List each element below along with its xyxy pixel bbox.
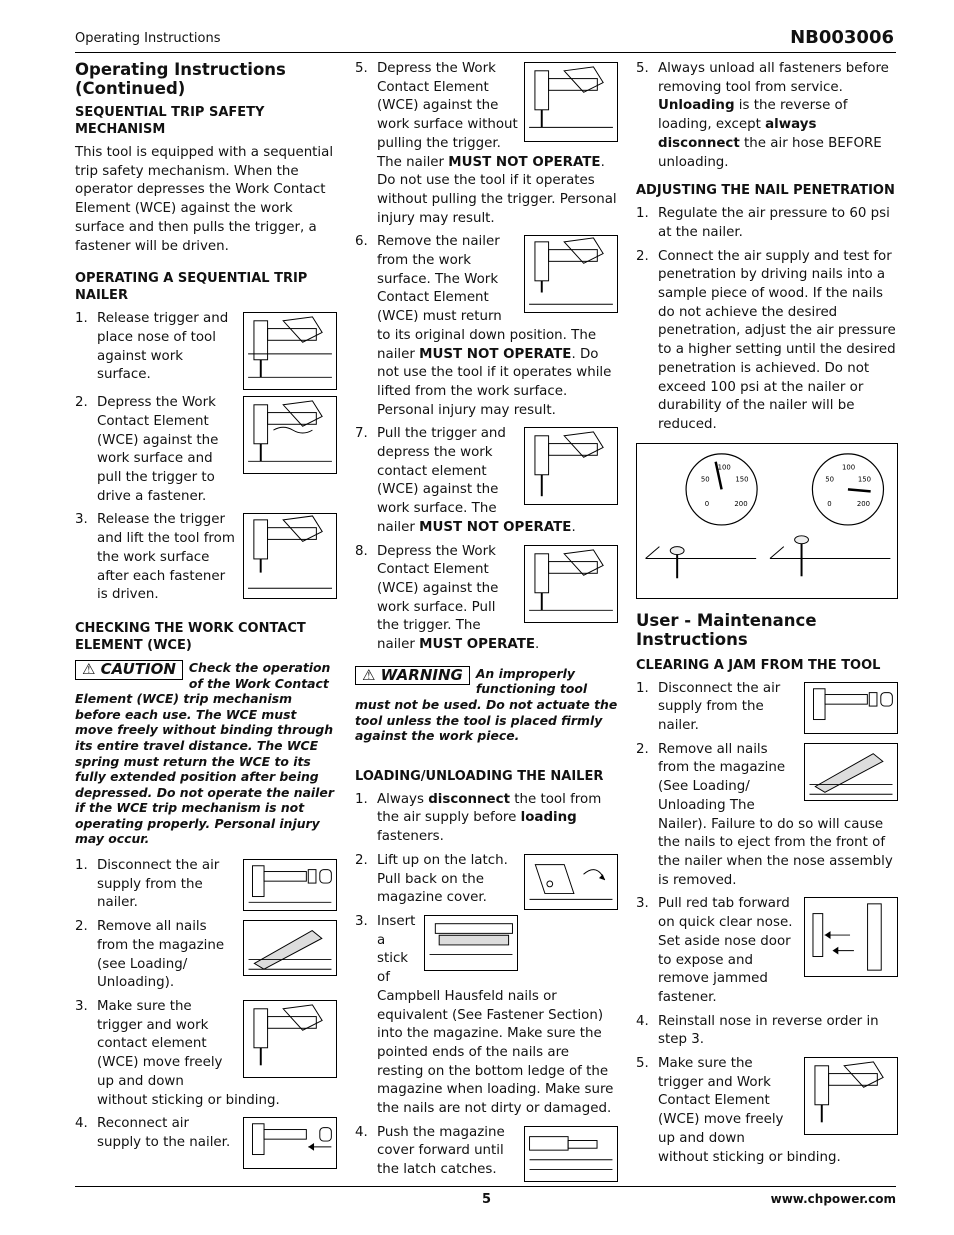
list-item: 2. Lift up on the latch. Pull back on the magazine cover. <box>355 852 618 908</box>
pressure-gauge-figure <box>636 443 898 599</box>
magazine-illustration <box>243 920 337 976</box>
insert-nails-illustration <box>424 915 518 971</box>
list-item: 1. Always disconnect the tool from the air supply before loading fasteners. <box>355 791 602 845</box>
svg-text:200: 200 <box>856 499 871 508</box>
nailer-illustration <box>243 312 337 390</box>
magazine-cover-illustration <box>524 1126 618 1182</box>
list-item: 7. Pull the trigger and depress the work contact element (WCE) against the work surface. The nailer MUST NOT OPERATE. <box>355 425 618 537</box>
air-disconnect-illustration <box>243 859 337 911</box>
list-item: 2. Depress the Work Contact Element (WCE) against the work surface and pull the trigger to drive a fastener. <box>75 394 337 506</box>
list-item: 3. Pull red tab forward on quick clear nose. Set aside nose door to expose and remove jammed fastener. <box>636 895 898 1007</box>
list-item: 4. Reconnect air supply to the nailer. <box>75 1115 337 1152</box>
gauge-right <box>770 454 890 576</box>
svg-text:150: 150 <box>735 475 749 484</box>
caution-badge: ⚠ CAUTION <box>75 660 183 680</box>
air-disconnect-illustration <box>804 682 898 734</box>
warning-badge: ⚠ WARNING <box>355 666 470 686</box>
paragraph: This tool is equipped with a sequential trip safety mechanism. When the operator depresses the Work Contact Element (WCE) against the work surface and then pulls the trigger, a fastener will be driven. <box>75 145 334 254</box>
svg-text:50: 50 <box>825 475 835 484</box>
subsection-title: CHECKING THE WORK CONTACT ELEMENT (WCE) <box>75 620 306 653</box>
latch-illustration <box>524 854 618 910</box>
nailer-illustration <box>243 1000 337 1078</box>
magazine-illustration <box>804 743 898 801</box>
list-item: 5. Make sure the trigger and Work Contact Element (WCE) move freely up and down without sticking or binding. <box>636 1055 898 1167</box>
list-item: 3. Insert a stick of Campbell Hausfeld nails or equivalent (See Fastener Section) into the magazine. Make sure the pointed ends of the nails are resting on the bottom ledge of the magazine when loading. Make sure the nails are not dirty or damaged. <box>355 913 614 1117</box>
svg-text:200: 200 <box>734 499 748 508</box>
model-number: NB003006 <box>790 27 894 48</box>
nailer-illustration <box>804 1057 898 1135</box>
nailer-illustration <box>524 545 618 623</box>
caution-notice: ⚠ CAUTION Check the operation of the Work Contact Element (WCE) trip mechanism before each use. The WCE must move freely without binding through its entire travel distance. The WCE spring must return the WCE to its fully extended position after being depressed. Do not operate the nailer if the WCE trip mechanism is not operating properly. Personal injury may occur. <box>75 659 334 847</box>
nailer-illustration <box>524 427 618 505</box>
list-item: 1. Disconnect the air supply from the nailer. <box>75 857 337 913</box>
svg-text:0: 0 <box>704 499 710 508</box>
nailer-illustration <box>524 62 618 142</box>
list-item: 1. Release trigger and place nose of tool against work surface. <box>75 310 337 385</box>
svg-text:0: 0 <box>827 499 832 508</box>
list-item: 4. Push the magazine cover forward until the latch catches. <box>355 1124 618 1180</box>
page-number: 5 <box>482 1192 492 1207</box>
column-1 <box>75 60 337 1173</box>
air-reconnect-illustration <box>243 1117 337 1169</box>
nailer-illustration <box>243 513 337 599</box>
svg-text:100: 100 <box>717 463 731 472</box>
column-3 <box>636 60 898 1172</box>
website-link[interactable]: www.chpower.com <box>770 1192 896 1206</box>
svg-text:150: 150 <box>857 475 872 484</box>
list-item: 3. Release the trigger and lift the tool from the work surface after each fastener is driven. <box>75 511 337 605</box>
svg-text:100: 100 <box>842 463 856 472</box>
warning-notice: ⚠ WARNING An improperly functioning tool must not be used. Do not actuate the tool unless the tool is placed firmly against the work piece. <box>355 665 618 744</box>
subsection-title: OPERATING A SEQUENTIAL TRIP NAILER <box>75 271 308 304</box>
header-section-label: Operating Instructions <box>75 31 221 46</box>
subsection-title: LOADING/UNLOADING THE NAILER <box>355 768 604 784</box>
list-item: 4. Reinstall nose in reverse order in step 3. <box>636 1013 879 1048</box>
section-title: User - Maintenance Instructions <box>636 610 817 649</box>
list-item: 8. Depress the Work Contact Element (WCE) against the work surface. Pull the trigger. The nailer MUST OPERATE. <box>355 543 618 655</box>
svg-text:50: 50 <box>700 475 710 484</box>
nailer-illustration <box>524 235 618 313</box>
subsection-title: SEQUENTIAL TRIP SAFETY MECHANISM <box>75 105 265 137</box>
list-item: 5. Always unload all fasteners before removing tool from service. Unloading is the reverse of loading, except always disconnect the air hose BEFORE unloading. <box>636 61 889 170</box>
subsection-title: ADJUSTING THE NAIL PENETRATION <box>636 183 895 199</box>
list-item: 1. Disconnect the air supply from the nailer. <box>636 680 898 736</box>
gauge-left <box>646 454 758 578</box>
list-item: 3. Make sure the trigger and work contact element (WCE) move freely up and down without sticking or binding. <box>75 998 337 1110</box>
column-2 <box>355 60 618 1186</box>
list-item: 1. Regulate the air pressure to 60 psi at the nailer. <box>636 206 890 240</box>
subsection-title: CLEARING A JAM FROM THE TOOL <box>636 657 881 673</box>
footer-rule <box>75 1186 896 1187</box>
list-item: 2. Connect the air supply and test for penetration by driving nails into a sample piece of wood. If the nails do not achieve the desired penetration, adjust the air pressure to a higher setting until the desired penetration is achieved. Do not exceed 100 psi at the nailer or durability of the nailer will be reduced. <box>636 248 896 432</box>
list-item: 2. Remove all nails from the magazine (See Loading/ Unloading The Nailer). Failure to do so will cause the nails to eject from the front of the nailer when the nose assembly is removed. <box>636 741 898 891</box>
section-title: Operating Instructions (Continued) <box>75 60 286 98</box>
list-item: 6. Remove the nailer from the work surface. The Work Contact Element (WCE) must return to its original down position. The nailer MUST NOT OPERATE. Do not use the tool if it operates while lifted from the work surface. Personal injury may result. <box>355 233 618 420</box>
nailer-illustration <box>243 396 337 474</box>
list-item: 2. Remove all nails from the magazine (see Loading/ Unloading). <box>75 918 337 993</box>
quick-clear-nose-illustration <box>804 897 898 977</box>
header-rule <box>75 52 896 53</box>
list-item: 5. Depress the Work Contact Element (WCE) against the work surface without pulling the trigger. The nailer MUST NOT OPERATE. Do not use the tool if it operates without pulling the trigger. Personal injury may result. <box>355 61 617 226</box>
